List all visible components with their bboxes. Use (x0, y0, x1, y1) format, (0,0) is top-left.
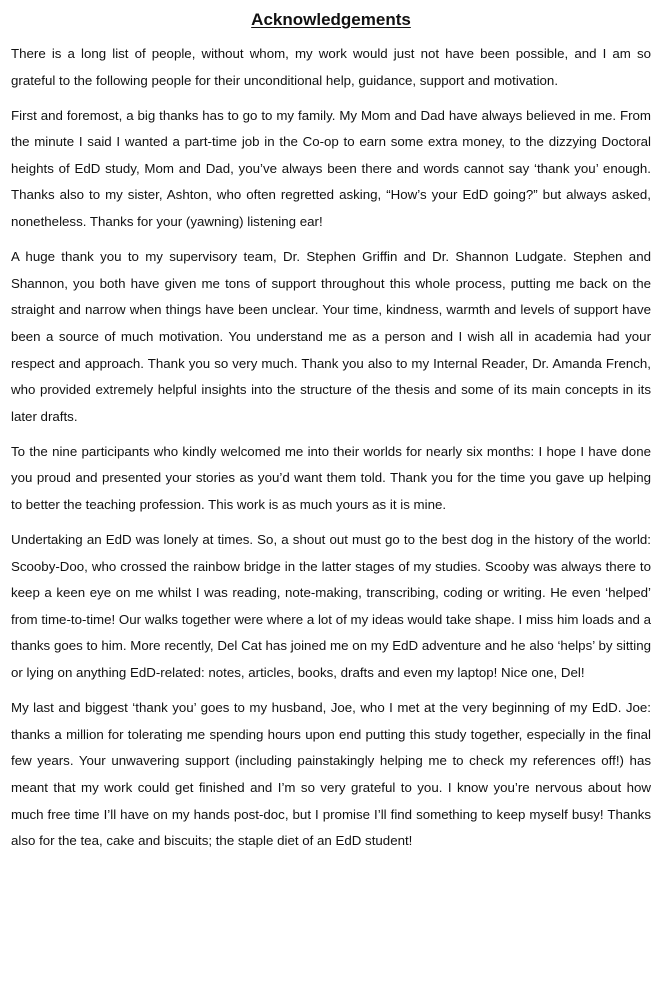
paragraph-husband: My last and biggest ‘thank you’ goes to my husband, Joe, who I met at the very beginning of my EdD. Joe: thanks a million for tolerating me spending hours upon end putting this study together, especially in the final few years. Your unwavering support (including painstakingly helping me to check my references off!) has meant that my work could get finished and I’m so very grateful to you. I know you’re nervous about how much free time I’ll have on my hands post-doc, but I promise I’ll find something to keep myself busy! Thanks also for the tea, cake and biscuits; the staple diet of an EdD student! (11, 700, 651, 849)
paragraph-pets: Undertaking an EdD was lonely at times. So, a shout out must go to the best dog in the history of the world: Scooby-Doo, who crossed the rainbow bridge in the latter stages of my studies. Scooby was always there to keep a keen eye on me whilst I was reading, note-making, transcribing, coding or writing. He even ‘helped’ from time-to-time! Our walks together were where a lot of my ideas would take shape. I miss him loads and a thanks goes to him. More recently, Del Cat has joined me on my EdD adventure and he also ‘helps’ by sitting or lying on anything EdD-related: notes, articles, books, drafts and even my laptop! Nice one, Del! (11, 532, 651, 681)
page-title: Acknowledgements (251, 10, 411, 29)
paragraph-participants: To the nine participants who kindly welcomed me into their worlds for nearly six months: I hope I have done you proud and presented your stories as you’d want them told. Thank you for the time you gave up helping to better the teaching profession. This work is as much yours as it is mine. (11, 443, 651, 512)
document-page (11, 8, 651, 863)
paragraph-intro: There is a long list of people, without whom, my work would just not have been possible, and I am so grateful to the following people for their unconditional help, guidance, support and motivation. (11, 46, 651, 88)
paragraph-supervisors: A huge thank you to my supervisory team, Dr. Stephen Griffin and Dr. Shannon Ludgate. Stephen and Shannon, you both have given me tons of support throughout this whole process, putting me back on the straight and narrow when things have been unclear. Your time, kindness, warmth and levels of support have been a source of much motivation. You understand me as a person and I wish all in academia had your respect and approach. Thank you so very much. Thank you also to my Internal Reader, Dr. Amanda French, who provided extremely helpful insights into the structure of the thesis and some of its main concepts in its later drafts. (11, 249, 651, 424)
paragraph-family: First and foremost, a big thanks has to go to my family. My Mom and Dad have always believed in me. From the minute I said I wanted a part-time job in the Co-op to earn some extra money, to the dizzying Doctoral heights of EdD study, Mom and Dad, you’ve always been there and words cannot say ‘thank you’ enough. Thanks also to my sister, Ashton, who often regretted asking, “How’s your EdD going?” but always asked, nonetheless. Thanks for your (yawning) listening ear! (11, 107, 651, 230)
